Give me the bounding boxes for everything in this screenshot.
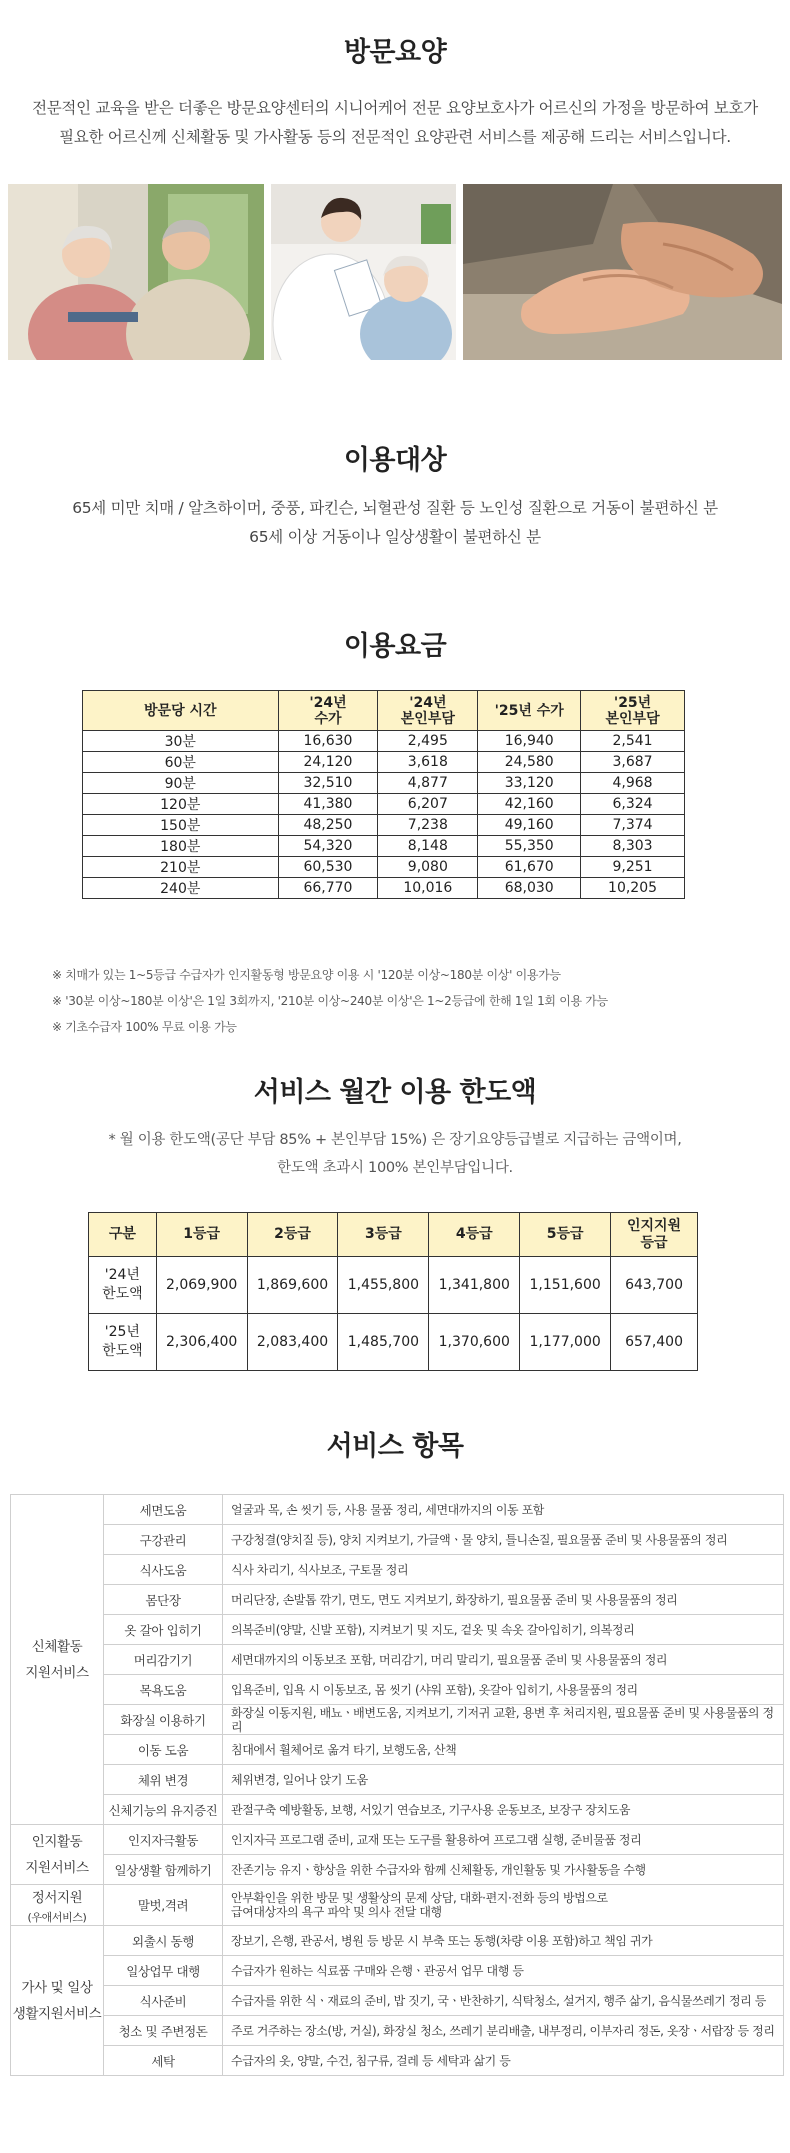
service-item-desc: 의복준비(양말, 신발 포함), 지켜보기 및 지도, 겉옷 및 속옷 갈아입히기, 의복정리 <box>223 1615 784 1645</box>
fee-cell-value: 8,148 <box>378 836 478 857</box>
fee-cell-value: 24,580 <box>478 752 581 773</box>
fee-cell-value: 3,618 <box>378 752 478 773</box>
service-row <box>11 1525 784 1555</box>
limit-cell-amount: 1,177,000 <box>520 1314 611 1371</box>
limit-table-body <box>89 1257 698 1371</box>
service-item-name: 머리감기기 <box>104 1645 223 1675</box>
service-row <box>11 2046 784 2076</box>
service-item-desc: 주로 거주하는 장소(방, 거실), 화장실 청소, 쓰레기 분리배출, 내부정리, 이부자리 정돈, 옷장ㆍ서랍장 등 정리 <box>223 2016 784 2046</box>
limit-desc-line1: * 월 이용 한도액(공단 부담 85% + 본인부담 15%) 은 장기요양등급별로 지급하는 금액이며, <box>108 1132 682 1148</box>
service-row <box>11 1926 784 1956</box>
fee-table <box>82 690 685 899</box>
service-item-desc: 체위변경, 일어나 앉기 도움 <box>223 1765 784 1795</box>
service-item-desc: 관절구축 예방활동, 보행, 서있기 연습보조, 기구사용 운동보조, 보장구 장치도움 <box>223 1795 784 1825</box>
service-item-desc: 잔존기능 유지ㆍ향상을 위한 수급자와 함께 신체활동, 개인활동 및 가사활동을 수행 <box>223 1855 784 1885</box>
fee-cell-time: 240분 <box>83 878 279 899</box>
service-row <box>11 1495 784 1525</box>
limit-cell-amount: 643,700 <box>611 1257 698 1314</box>
photo-strip <box>8 184 782 360</box>
visit-care-title: 방문요양 <box>343 37 447 68</box>
target-description <box>0 494 790 552</box>
limit-header-grade2: 2등급 <box>247 1213 338 1257</box>
fee-cell-value: 2,495 <box>378 731 478 752</box>
fee-table-body <box>83 731 685 899</box>
fee-note: ※ '30분 이상~180분 이상'은 1일 3회까지, '210분 이상~240분 이상'은 1~2등급에 한해 1일 1회 이용 가능 <box>52 994 608 1008</box>
fee-cell-time: 60분 <box>83 752 279 773</box>
fee-cell-value: 4,877 <box>378 773 478 794</box>
service-row <box>11 1986 784 2016</box>
fee-table-row <box>83 752 685 773</box>
fee-cell-value: 54,320 <box>278 836 378 857</box>
service-item-name: 이동 도움 <box>104 1735 223 1765</box>
service-item-desc: 안부확인을 위한 방문 및 생활상의 문제 상담, 대화·편지·전화 등의 방법으로 급여대상자의 욕구 파악 및 의사 전달 대행 <box>223 1885 784 1926</box>
fee-cell-value: 66,770 <box>278 878 378 899</box>
service-row <box>11 1855 784 1885</box>
services-table <box>10 1494 784 2076</box>
fee-cell-value: 49,160 <box>478 815 581 836</box>
service-item-name: 식사준비 <box>104 1986 223 2016</box>
service-item-desc: 수급자의 옷, 양말, 수건, 침구류, 걸레 등 세탁과 삶기 등 <box>223 2046 784 2076</box>
service-item-name: 식사도움 <box>104 1555 223 1585</box>
service-category-label: 가사 및 일상 생활지원서비스 <box>12 1979 102 2022</box>
service-item-name: 일상업무 대행 <box>104 1956 223 1986</box>
service-item-desc: 얼굴과 목, 손 씻기 등, 사용 물품 정리, 세면대까지의 이동 포함 <box>223 1495 784 1525</box>
service-item-name: 세면도움 <box>104 1495 223 1525</box>
service-item-desc: 침대에서 휠체어로 옮겨 타기, 보행도움, 산책 <box>223 1735 784 1765</box>
limit-table <box>88 1212 698 1371</box>
limit-header-grade1: 1등급 <box>156 1213 247 1257</box>
service-item-desc: 인지자극 프로그램 준비, 교재 또는 도구를 활용하여 프로그램 실행, 준비물품 정리 <box>223 1825 784 1855</box>
fee-cell-value: 61,670 <box>478 857 581 878</box>
service-item-desc: 장보기, 은행, 관공서, 병원 등 방문 시 부축 또는 동행(차량 이용 포함)하고 책임 귀가 <box>223 1926 784 1956</box>
photo-holding-hands <box>463 184 782 360</box>
service-row <box>11 1795 784 1825</box>
fee-cell-value: 10,016 <box>378 878 478 899</box>
fee-table-row <box>83 836 685 857</box>
service-item-name: 말벗,격려 <box>104 1885 223 1926</box>
target-title: 이용대상 <box>343 445 447 476</box>
service-category-label: 인지활동 지원서비스 <box>25 1833 89 1876</box>
limit-cell-amount: 1,455,800 <box>338 1257 429 1314</box>
fee-note: ※ 치매가 있는 1~5등급 수급자가 인지활동형 방문요양 이용 시 '120분 이상~180분 이상' 이용가능 <box>52 968 561 982</box>
fee-cell-value: 2,541 <box>581 731 685 752</box>
limit-header-grade4: 4등급 <box>429 1213 520 1257</box>
limit-cell-amount: 2,083,400 <box>247 1314 338 1371</box>
limit-title: 서비스 월간 이용 한도액 <box>253 1077 537 1108</box>
service-item-name: 몸단장 <box>104 1585 223 1615</box>
fee-cell-value: 7,238 <box>378 815 478 836</box>
fee-cell-value: 33,120 <box>478 773 581 794</box>
service-row <box>11 1956 784 1986</box>
service-row <box>11 1885 784 1926</box>
fee-cell-value: 55,350 <box>478 836 581 857</box>
fee-table-row <box>83 857 685 878</box>
service-item-name: 세탁 <box>104 2046 223 2076</box>
service-row <box>11 1555 784 1585</box>
visit-care-desc-line1: 전문적인 교육을 받은 더좋은 방문요양센터의 시니어케어 전문 요양보호사가 어르신의 가정을 방문하여 보호가 <box>32 99 758 117</box>
service-item-name: 화장실 이용하기 <box>104 1705 223 1735</box>
service-item-desc: 머리단장, 손발톱 깎기, 면도, 면도 지켜보기, 화장하기, 필요물품 준비 및 사용물품의 정리 <box>223 1585 784 1615</box>
limit-cell-year: '25년 한도액 <box>89 1314 157 1371</box>
service-category <box>11 1885 104 1926</box>
service-item-desc: 세면대까지의 이동보조 포함, 머리감기, 머리 말리기, 필요물품 준비 및 사용물품의 정리 <box>223 1645 784 1675</box>
fee-cell-time: 120분 <box>83 794 279 815</box>
fee-header-24-copay: '24년 본인부담 <box>378 691 478 731</box>
limit-cell-amount: 1,485,700 <box>338 1314 429 1371</box>
target-line2: 65세 이상 거동이나 일상생활이 불편하신 분 <box>249 528 541 546</box>
limit-header-category: 구분 <box>89 1213 157 1257</box>
fees-title: 이용요금 <box>343 631 447 662</box>
limit-header-cognitive: 인지지원 등급 <box>611 1213 698 1257</box>
service-item-desc: 식사 차리기, 식사보조, 구토물 정리 <box>223 1555 784 1585</box>
fee-cell-value: 3,687 <box>581 752 685 773</box>
services-table-body <box>11 1495 784 2076</box>
fee-cell-value: 8,303 <box>581 836 685 857</box>
service-item-name: 목욕도움 <box>104 1675 223 1705</box>
limit-header-grade5: 5등급 <box>520 1213 611 1257</box>
service-row <box>11 1585 784 1615</box>
service-item-name: 외출시 동행 <box>104 1926 223 1956</box>
limit-cell-amount: 1,370,600 <box>429 1314 520 1371</box>
service-row <box>11 1735 784 1765</box>
fee-cell-value: 7,374 <box>581 815 685 836</box>
service-item-desc: 입욕준비, 입욕 시 이동보조, 몸 씻기 (샤워 포함), 옷갈아 입히기, 사용물품의 정리 <box>223 1675 784 1705</box>
limit-table-header-row <box>89 1213 698 1257</box>
service-category-label: 정서지원 <box>31 1890 83 1906</box>
fee-cell-value: 41,380 <box>278 794 378 815</box>
fee-header-25-copay: '25년 본인부담 <box>581 691 685 731</box>
limit-cell-amount: 1,151,600 <box>520 1257 611 1314</box>
fee-cell-value: 68,030 <box>478 878 581 899</box>
photo-nurse-with-senior <box>271 184 456 360</box>
services-title: 서비스 항목 <box>326 1431 464 1462</box>
limit-description <box>0 1126 790 1182</box>
service-category-sublabel: (우애서비스) <box>27 1911 87 1924</box>
fee-cell-value: 10,205 <box>581 878 685 899</box>
target-line1: 65세 미만 치매 / 알츠하이머, 중풍, 파킨슨, 뇌혈관성 질환 등 노인성 질환으로 거동이 불편하신 분 <box>72 499 718 517</box>
service-category-label: 신체활동 지원서비스 <box>25 1638 89 1681</box>
service-row <box>11 1645 784 1675</box>
limit-cell-amount: 2,306,400 <box>156 1314 247 1371</box>
fee-cell-value: 16,630 <box>278 731 378 752</box>
service-item-desc: 구강청결(양치질 등), 양치 지켜보기, 가글액ㆍ물 양치, 틀니손질, 필요물품 준비 및 사용물품의 정리 <box>223 1525 784 1555</box>
limit-cell-amount: 657,400 <box>611 1314 698 1371</box>
fee-note: ※ 기초수급자 100% 무료 이용 가능 <box>52 1020 237 1034</box>
fee-notes <box>52 962 608 1040</box>
service-category <box>11 1495 104 1825</box>
fee-table-row <box>83 794 685 815</box>
fee-cell-value: 24,120 <box>278 752 378 773</box>
fee-cell-value: 9,080 <box>378 857 478 878</box>
limit-cell-year: '24년 한도액 <box>89 1257 157 1314</box>
photo-senior-couple <box>8 184 264 360</box>
service-item-name: 신체기능의 유지증진 <box>104 1795 223 1825</box>
limit-cell-amount: 2,069,900 <box>156 1257 247 1314</box>
fee-cell-time: 90분 <box>83 773 279 794</box>
fee-header-time: 방문당 시간 <box>83 691 279 731</box>
limit-cell-amount: 1,341,800 <box>429 1257 520 1314</box>
visit-care-desc-line2: 필요한 어르신께 신체활동 및 가사활동 등의 전문적인 요양관련 서비스를 제공해 드리는 서비스입니다. <box>59 128 731 146</box>
service-item-name: 구강관리 <box>104 1525 223 1555</box>
service-row <box>11 1825 784 1855</box>
fee-table-header-row <box>83 691 685 731</box>
fee-cell-value: 6,207 <box>378 794 478 815</box>
service-item-name: 인지자극활동 <box>104 1825 223 1855</box>
service-item-name: 옷 갈아 입히기 <box>104 1615 223 1645</box>
service-row <box>11 2016 784 2046</box>
fee-cell-value: 42,160 <box>478 794 581 815</box>
fee-cell-time: 30분 <box>83 731 279 752</box>
visit-care-description <box>0 94 790 152</box>
service-category <box>11 1926 104 2076</box>
limit-cell-amount: 1,869,600 <box>247 1257 338 1314</box>
service-row <box>11 1675 784 1705</box>
fee-cell-value: 9,251 <box>581 857 685 878</box>
limit-desc-line2: 한도액 초과시 100% 본인부담입니다. <box>277 1160 513 1176</box>
fee-table-row <box>83 878 685 899</box>
service-category <box>11 1825 104 1885</box>
service-row <box>11 1705 784 1735</box>
fee-header-24-fee: '24년 수가 <box>278 691 378 731</box>
fee-cell-value: 16,940 <box>478 731 581 752</box>
service-item-name: 체위 변경 <box>104 1765 223 1795</box>
fee-cell-value: 6,324 <box>581 794 685 815</box>
fee-cell-time: 150분 <box>83 815 279 836</box>
service-item-name: 일상생활 함께하기 <box>104 1855 223 1885</box>
fee-table-row <box>83 731 685 752</box>
fee-cell-time: 210분 <box>83 857 279 878</box>
limit-table-row <box>89 1257 698 1314</box>
fee-cell-value: 32,510 <box>278 773 378 794</box>
service-item-desc: 수급자를 위한 식ㆍ재료의 준비, 밥 짓기, 국ㆍ반찬하기, 식탁청소, 설거지, 행주 삶기, 음식물쓰레기 정리 등 <box>223 1986 784 2016</box>
service-item-name: 청소 및 주변정돈 <box>104 2016 223 2046</box>
fee-cell-value: 4,968 <box>581 773 685 794</box>
fee-table-row <box>83 815 685 836</box>
limit-header-grade3: 3등급 <box>338 1213 429 1257</box>
fee-header-25-fee: '25년 수가 <box>478 691 581 731</box>
service-item-desc: 화장실 이동지원, 배뇨ㆍ배변도움, 지켜보기, 기저귀 교환, 용변 후 처리지원, 필요물품 준비 및 사용물품의 정리 <box>223 1705 784 1735</box>
fee-cell-value: 60,530 <box>278 857 378 878</box>
service-item-desc: 수급자가 원하는 식료품 구매와 은행ㆍ관공서 업무 대행 등 <box>223 1956 784 1986</box>
fee-cell-time: 180분 <box>83 836 279 857</box>
service-row <box>11 1765 784 1795</box>
fee-cell-value: 48,250 <box>278 815 378 836</box>
limit-table-row <box>89 1314 698 1371</box>
fee-table-row <box>83 773 685 794</box>
service-row <box>11 1615 784 1645</box>
